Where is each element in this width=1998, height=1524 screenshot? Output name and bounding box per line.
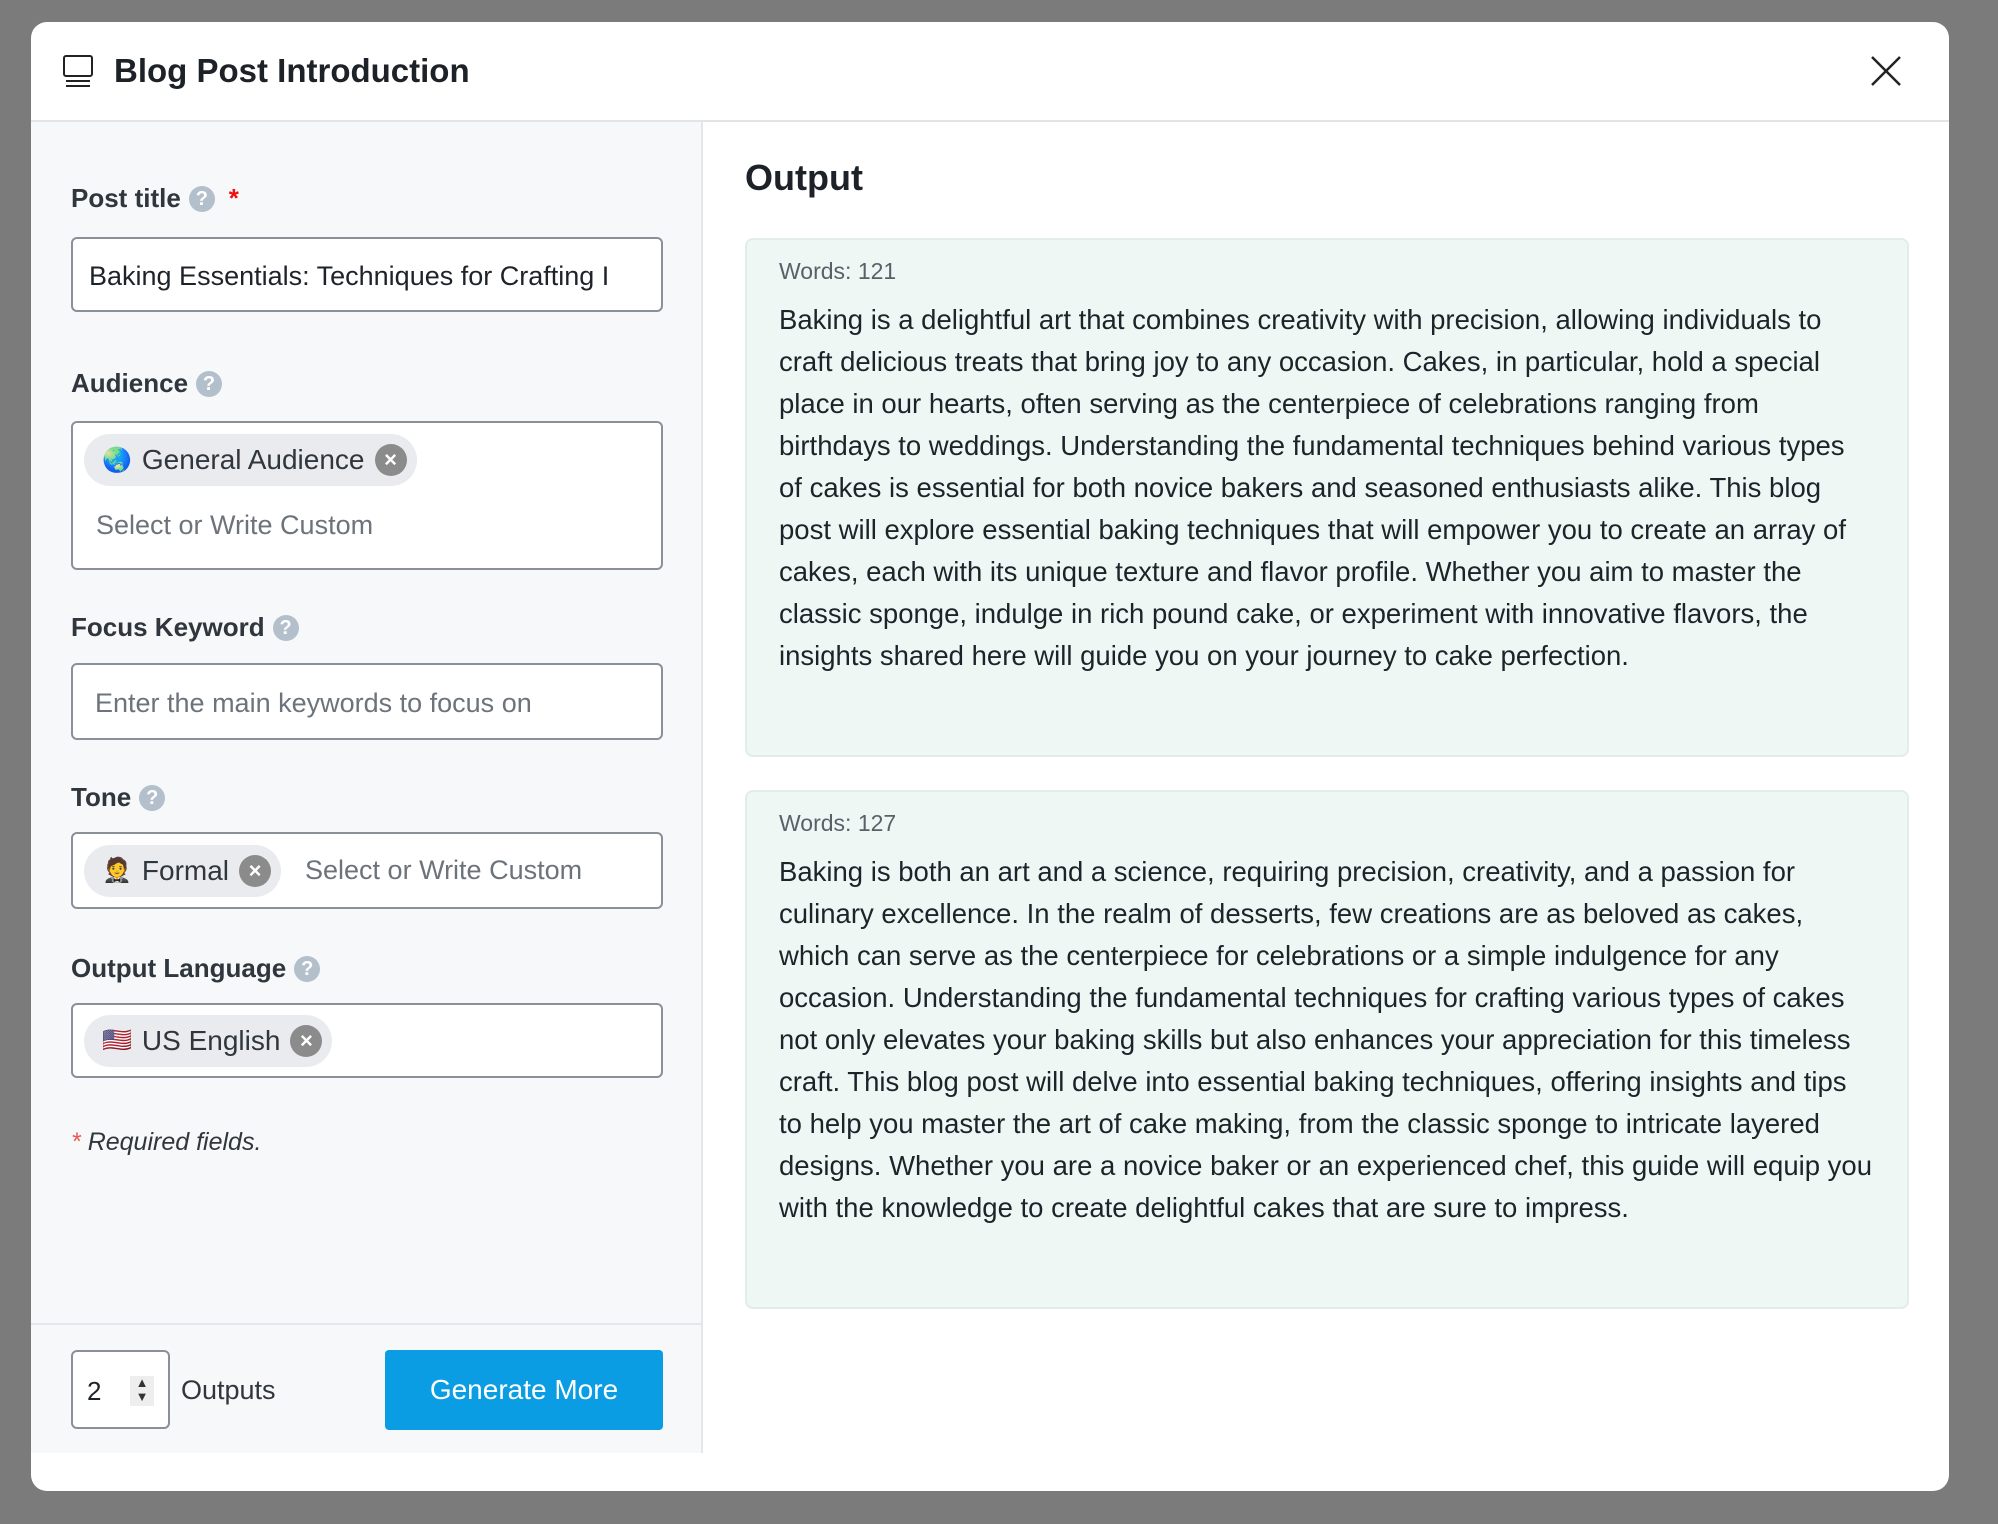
label-text: Tone (71, 782, 132, 812)
help-icon[interactable]: ? (139, 785, 165, 811)
required-note (71, 1128, 261, 1157)
close-icon[interactable] (1869, 54, 1903, 88)
audience-tag (84, 434, 417, 486)
input-panel (31, 122, 703, 1453)
outputs-count-value: 2 (87, 1376, 102, 1406)
output-language-label (71, 953, 320, 984)
audience-placeholder[interactable]: Select or Write Custom (96, 510, 374, 540)
required-star: * (71, 1128, 81, 1156)
tag-label: US English (141, 1024, 281, 1056)
person-in-tuxedo-icon: 🤵 (102, 857, 132, 884)
output-card[interactable] (745, 790, 1909, 1309)
stepper-arrows-icon[interactable]: ▲ ▼ (130, 1376, 154, 1406)
modal-dialog (31, 22, 1949, 1491)
remove-tag-icon[interactable]: × (239, 855, 271, 887)
output-language-select[interactable] (71, 1003, 663, 1078)
label-text: Output Language (71, 953, 287, 983)
panel-footer (31, 1323, 701, 1453)
outputs-label: Outputs (181, 1375, 276, 1405)
generate-more-button[interactable]: Generate More (385, 1350, 663, 1430)
tag-label: Formal (141, 854, 230, 886)
us-flag-icon: 🇺🇸 (102, 1027, 132, 1054)
word-count: Words: 127 (779, 810, 897, 836)
language-tag (84, 1015, 332, 1067)
modal-header (31, 22, 1949, 122)
tone-placeholder[interactable]: Select or Write Custom (305, 855, 583, 885)
help-icon[interactable]: ? (294, 956, 320, 982)
tone-label (71, 782, 165, 813)
post-title-input[interactable] (71, 237, 663, 312)
required-star: * (228, 183, 239, 213)
tone-select[interactable] (71, 832, 663, 909)
outputs-count-stepper[interactable] (71, 1350, 170, 1429)
output-heading: Output (745, 157, 863, 198)
focus-keyword-input[interactable]: Enter the main keywords to focus on (71, 663, 663, 740)
monitor-icon (62, 54, 94, 88)
remove-tag-icon[interactable]: × (290, 1025, 322, 1057)
output-text: Baking is a delightful art that combines creativity with precision, allowing individuals to craft delicious treats that bring joy to any occasion. Cakes, in particular, hold a special place in our hearts, often serving as the centerpiece of celebrations ranging from birthdays to weddings. Understanding the fundamental techniques behind various types of cakes is essential for both novice bakers and seasoned enthusiasts alike. This blog post will explore essential baking techniques that will empower you to create an array of cakes, each with its unique texture and flavor profile. Whether you aim to master the classic sponge, indulge in rich pound cake, or experiment with innovative flavors, the insights shared here will guide you on your journey to cake perfection. (779, 304, 1846, 671)
globe-icon: 🌏 (102, 446, 132, 474)
post-title-label (71, 183, 239, 214)
label-text: Audience (71, 368, 189, 398)
tone-tag (84, 845, 281, 897)
output-text: Baking is both an art and a science, requiring precision, creativity, and a passion for culinary excellence. In the realm of desserts, few creations are as beloved as cakes, which can serve as the centerpiece for celebrations or a simple indulgence for any occasion. Understanding the fundamental techniques for crafting various types of cakes not only elevates your baking skills but also enhances your appreciation for this timeless craft. This blog post will delve into essential baking techniques, offering insights and tips to help you master the art of cake making, from the classic sponge to intricate layered designs. Whether you are a novice baker or an experienced chef, this guide will equip you with the knowledge to create delightful cakes that are sure to impress. (779, 856, 1873, 1223)
audience-label (71, 368, 222, 399)
help-icon[interactable]: ? (189, 186, 215, 212)
audience-select[interactable] (71, 421, 663, 570)
post-title-value: Baking Essentials: Techniques for Crafting I (89, 261, 610, 291)
tag-label: General Audience (141, 444, 365, 475)
remove-tag-icon[interactable]: × (375, 444, 407, 476)
label-text: Focus Keyword (71, 612, 265, 642)
help-icon[interactable]: ? (273, 615, 299, 641)
word-count: Words: 121 (779, 258, 897, 284)
label-text: Post title (71, 183, 181, 213)
focus-keyword-label (71, 612, 299, 643)
modal-title: Blog Post Introduction (114, 52, 470, 89)
required-note-text: Required fields. (87, 1128, 262, 1156)
help-icon[interactable]: ? (196, 371, 222, 397)
output-card[interactable] (745, 238, 1909, 757)
